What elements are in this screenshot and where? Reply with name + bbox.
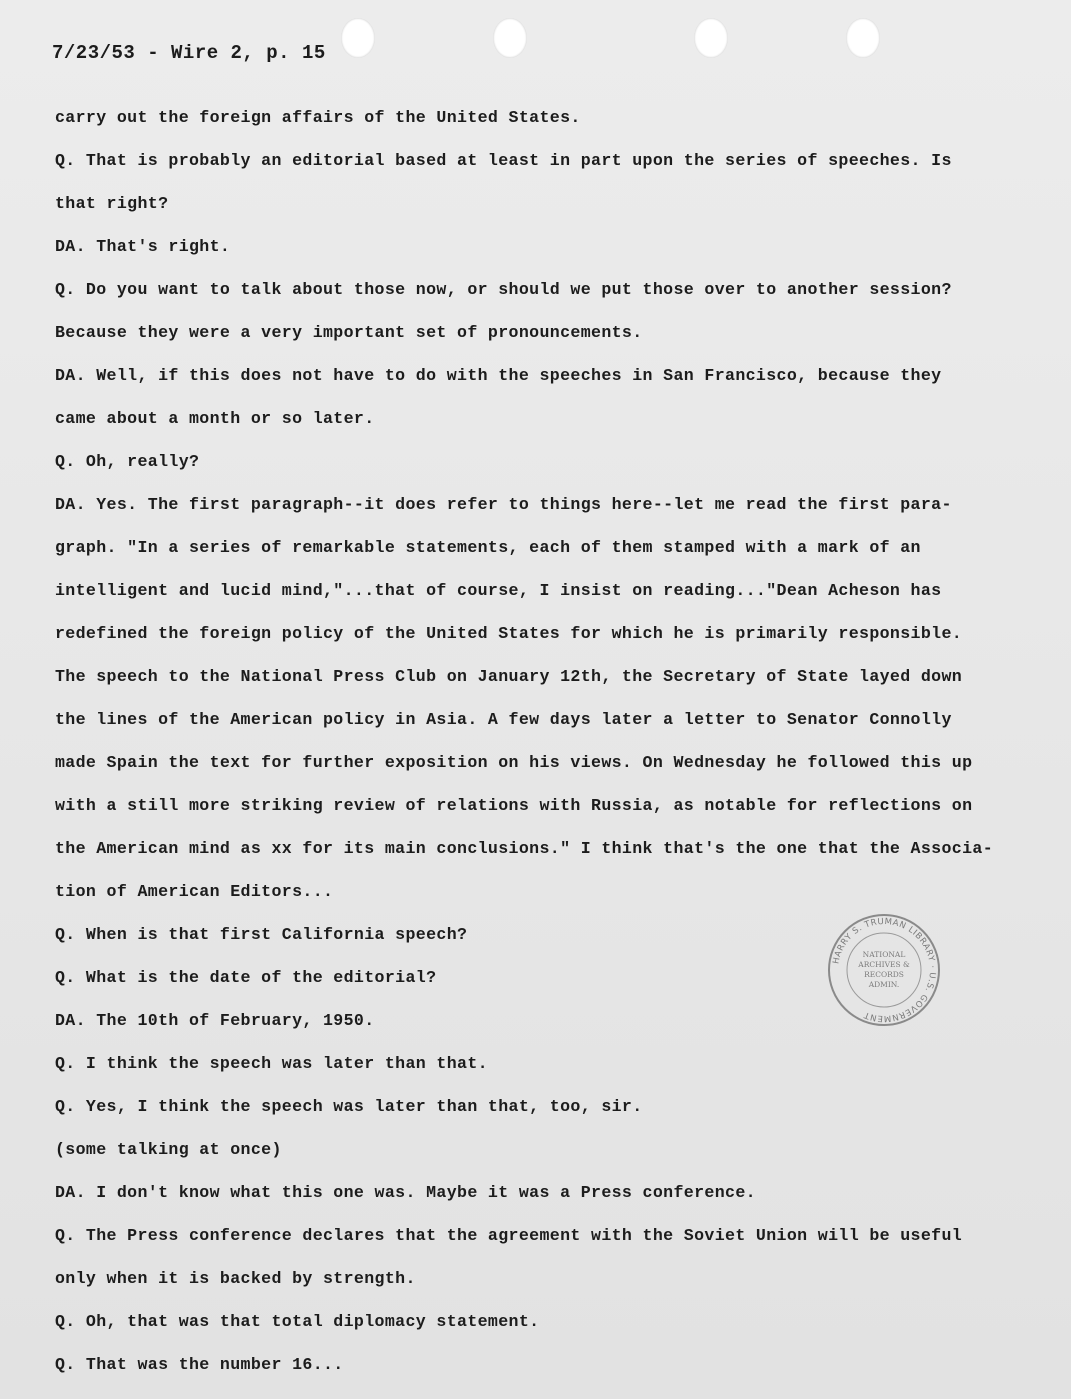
transcript-line: Q. When is that first California speech? bbox=[55, 925, 468, 944]
transcript-line: Q. Yes, I think the speech was later than that, too, sir. bbox=[55, 1097, 643, 1116]
stamp-inner-line: ADMIN. bbox=[868, 980, 900, 989]
stamp-inner-line: ARCHIVES & bbox=[858, 960, 910, 969]
transcript-line: with a still more striking review of relations with Russia, as notable for reflections on bbox=[55, 796, 973, 815]
library-stamp bbox=[826, 912, 942, 1028]
transcript-line: Q. Oh, that was that total diplomacy statement. bbox=[55, 1312, 540, 1331]
transcript-line: the American mind as xx for its main conclusions." I think that's the one that the Associa- bbox=[55, 839, 994, 858]
transcript-line: The speech to the National Press Club on January 12th, the Secretary of State layed down bbox=[55, 667, 963, 686]
transcript-line: made Spain the text for further exposition on his views. On Wednesday he followed this up bbox=[55, 753, 973, 772]
transcript-line: Q. I think the speech was later than that. bbox=[55, 1054, 488, 1073]
transcript-line: came about a month or so later. bbox=[55, 409, 375, 428]
stamp-outer-text: HARRY S. TRUMAN LIBRARY · U.S. GOVERNMENT bbox=[831, 916, 938, 1024]
transcript-line: redefined the foreign policy of the United States for which he is primarily responsible. bbox=[55, 624, 963, 643]
transcript-line: Q. Oh, really? bbox=[55, 452, 200, 471]
transcript-line: DA. The 10th of February, 1950. bbox=[55, 1011, 375, 1030]
transcript-line: tion of American Editors... bbox=[55, 882, 334, 901]
page-header: 7/23/53 - Wire 2, p. 15 bbox=[52, 42, 326, 64]
transcript-line: Q. What is the date of the editorial? bbox=[55, 968, 437, 987]
transcript-line: Q. That was the number 16... bbox=[55, 1355, 344, 1374]
transcript-line: Q. That is probably an editorial based at least in part upon the series of speeches. Is bbox=[55, 151, 952, 170]
transcript-line: graph. "In a series of remarkable statements, each of them stamped with a mark of an bbox=[55, 538, 921, 557]
stamp-inner-line: NATIONAL bbox=[862, 950, 906, 959]
transcript-body bbox=[55, 103, 1045, 1393]
transcript-line: DA. Well, if this does not have to do with the speeches in San Francisco, because they bbox=[55, 366, 942, 385]
stamp-inner-line: RECORDS bbox=[864, 970, 904, 979]
transcript-line: only when it is backed by strength. bbox=[55, 1269, 416, 1288]
transcript-line: (some talking at once) bbox=[55, 1140, 282, 1159]
transcript-line: DA. Yes. The first paragraph--it does refer to things here--let me read the first para- bbox=[55, 495, 952, 514]
transcript-line: that right? bbox=[55, 194, 169, 213]
transcript-line: DA. I don't know what this one was. Maybe it was a Press conference. bbox=[55, 1183, 756, 1202]
transcript-line: Q. The Press conference declares that the agreement with the Soviet Union will be useful bbox=[55, 1226, 963, 1245]
transcript-line: Because they were a very important set of pronouncements. bbox=[55, 323, 643, 342]
punch-hole bbox=[341, 18, 375, 58]
punch-hole bbox=[493, 18, 527, 58]
transcript-line: the lines of the American policy in Asia. A few days later a letter to Senator Connolly bbox=[55, 710, 952, 729]
transcript-line: carry out the foreign affairs of the United States. bbox=[55, 108, 581, 127]
transcript-line: DA. That's right. bbox=[55, 237, 231, 256]
transcript-line: Q. Do you want to talk about those now, or should we put those over to another session? bbox=[55, 280, 952, 299]
punch-hole bbox=[846, 18, 880, 58]
punch-hole bbox=[694, 18, 728, 58]
transcript-line: intelligent and lucid mind,"...that of course, I insist on reading..."Dean Acheson has bbox=[55, 581, 942, 600]
